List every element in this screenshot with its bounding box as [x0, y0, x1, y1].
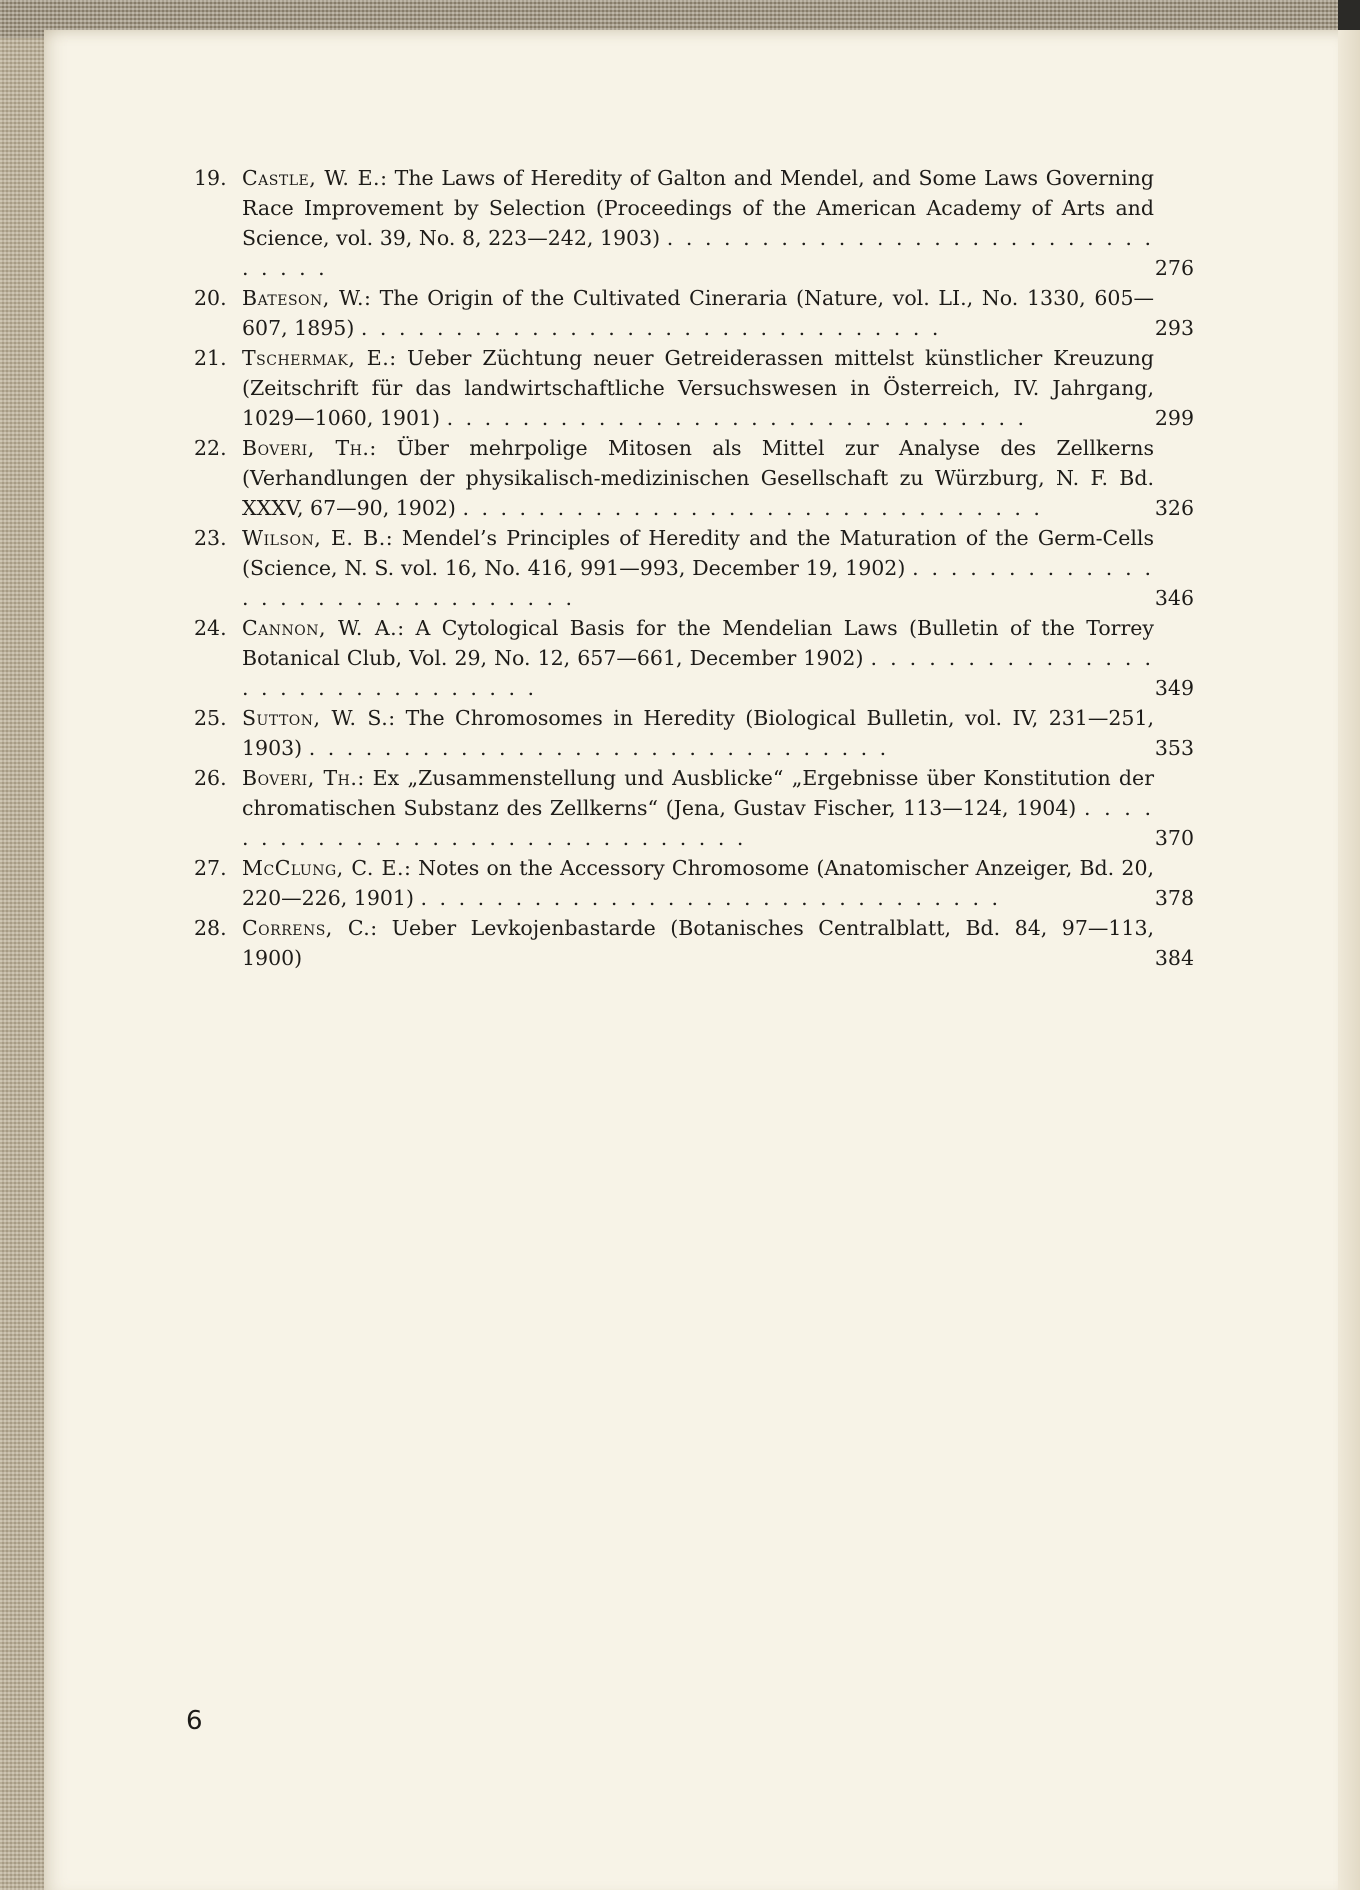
entry-number: 25.	[194, 706, 227, 730]
entry-page: 370	[1154, 826, 1194, 850]
dot-leader: . . . . . . . . . . . . . . . . . . . . . . . . . . . . . . .	[242, 556, 1154, 610]
entry-author: Boveri, Th.	[242, 436, 370, 460]
entry-page: 353	[1154, 736, 1194, 760]
entry-title: : Ueber Züchtung neuer Getreiderassen mittelst künstlicher Kreuzung (Zeitschrift für das landwirtschaftliche Versuchswesen in Österreich, IV. Jahrgang, 1029—1060, 1901)	[242, 346, 1154, 430]
entry-text	[242, 283, 1154, 343]
entry-page: 346	[1154, 586, 1194, 610]
dot-leader: . . . . . . . . . . . . . . . . . . . . . . . . . . . . . . .	[242, 646, 1154, 700]
toc-entry	[194, 763, 1194, 853]
entry-number: 21.	[194, 346, 227, 370]
toc-entry	[194, 703, 1194, 763]
entry-text	[242, 703, 1154, 763]
entry-number: 20.	[194, 286, 227, 310]
entry-number: 27.	[194, 856, 227, 880]
entry-number: 24.	[194, 616, 227, 640]
entry-author: Wilson, E. B.	[242, 526, 386, 550]
entry-number: 23.	[194, 526, 227, 550]
entry-author: Tschermak, E.	[242, 346, 390, 370]
entry-number: 26.	[194, 766, 227, 790]
dot-leader: . . . . . . . . . . . . . . . . . . . . . . . . . . . . . . .	[462, 496, 1043, 520]
dot-leader: . . . . . . . . . . . . . . . . . . . . . . . . . . . . . . .	[420, 886, 1001, 910]
entry-author: Correns, C.	[242, 916, 371, 940]
entry-title: : The Chromosomes in Heredity (Biological Bulletin, vol. IV, 231—251, 1903)	[242, 706, 1154, 760]
entry-author: Bateson, W.	[242, 286, 364, 310]
entry-text	[242, 853, 1154, 913]
entry-text	[242, 343, 1154, 433]
entry-title: : A Cytological Basis for the Mendelian Laws (Bulletin of the Torrey Botanical Club, Vol. 29, No. 12, 657—661, December 1902)	[242, 616, 1154, 670]
entry-page: 299	[1154, 406, 1194, 430]
dot-leader: . . . . . . . . . . . . . . . . . . . . . . . . . . . . . . .	[360, 316, 942, 340]
toc-entry	[194, 913, 1194, 973]
entry-page: 293	[1154, 316, 1194, 340]
toc-entry	[194, 283, 1194, 343]
toc-entry	[194, 343, 1194, 433]
entry-text	[242, 163, 1154, 283]
entry-page: 378	[1154, 886, 1194, 910]
toc-entry	[194, 853, 1194, 913]
page-edge	[1338, 30, 1360, 1890]
entry-number: 28.	[194, 916, 227, 940]
entry-title: : Ex „Zusammenstellung und Ausblicke“ „Ergebnisse über Konstitution der chromatischen Substanz des Zellkerns“ (Jena, Gustav Fischer, 113—124, 1904)	[242, 766, 1154, 820]
entry-number: 22.	[194, 436, 227, 460]
dot-leader: . . . . . . . . . . . . . . . . . . . . . . . . . . . . . . .	[446, 406, 1028, 430]
entry-title: : The Laws of Heredity of Galton and Mendel, and Some Laws Governing Race Improvement by Selection (Proceedings of the American Academy of Arts and Science, vol. 39, No. 8, 223—242, 1903)	[242, 166, 1155, 250]
entry-title: : Über mehrpolige Mitosen als Mittel zur Analyse des Zellkerns (Verhandlungen der physikalisch-medizinischen Gesellschaft zu Würzburg, N. F. Bd. XXXV, 67—90, 1902)	[242, 436, 1154, 520]
table-of-contents	[194, 163, 1194, 973]
dot-leader: . . . . . . . . . . . . . . . . . . . . . . . . . . . . . . .	[242, 226, 1154, 280]
entry-title: : Notes on the Accessory Chromosome (Anatomischer Anzeiger, Bd. 20, 220—226, 1901)	[242, 856, 1154, 910]
page-number: 6	[186, 1706, 203, 1736]
entry-number: 19.	[194, 166, 227, 190]
entry-page: 326	[1154, 496, 1194, 520]
entry-title: : The Origin of the Cultivated Cineraria (Nature, vol. LI., No. 1330, 605—607, 1895)	[242, 286, 1154, 340]
dot-leader: . . . . . . . . . . . . . . . . . . . . . . . . . . . . . . .	[242, 796, 1154, 850]
dot-leader: . . . . . . . . . . . . . . . . . . . . . . . . . . . . . . .	[308, 736, 890, 760]
toc-entry	[194, 433, 1194, 523]
entry-author: Boveri, Th.	[242, 766, 358, 790]
entry-author: McClung, C. E.	[242, 856, 405, 880]
entry-author: Sutton, W. S.	[242, 706, 389, 730]
toc-entry	[194, 523, 1194, 613]
entry-text	[242, 433, 1154, 523]
entry-author: Castle, W. E.	[242, 166, 381, 190]
entry-title: : Mendel’s Principles of Heredity and the Maturation of the Germ-Cells (Science, N. S. vol. 16, No. 416, 991—993, December 19, 1902)	[242, 526, 1155, 580]
toc-entry	[194, 613, 1194, 703]
entry-page: 384	[1154, 946, 1194, 970]
entry-page: 349	[1154, 676, 1194, 700]
entry-text	[242, 613, 1154, 703]
entry-text	[242, 763, 1154, 853]
entry-page: 276	[1154, 256, 1194, 280]
entry-author: Cannon, W. A.	[242, 616, 398, 640]
toc-entry	[194, 163, 1194, 283]
entry-text	[242, 523, 1154, 613]
entry-title: : Ueber Levkojenbastarde (Botanisches Centralblatt, Bd. 84, 97—113, 1900)	[242, 916, 1155, 970]
entry-text	[242, 913, 1154, 973]
